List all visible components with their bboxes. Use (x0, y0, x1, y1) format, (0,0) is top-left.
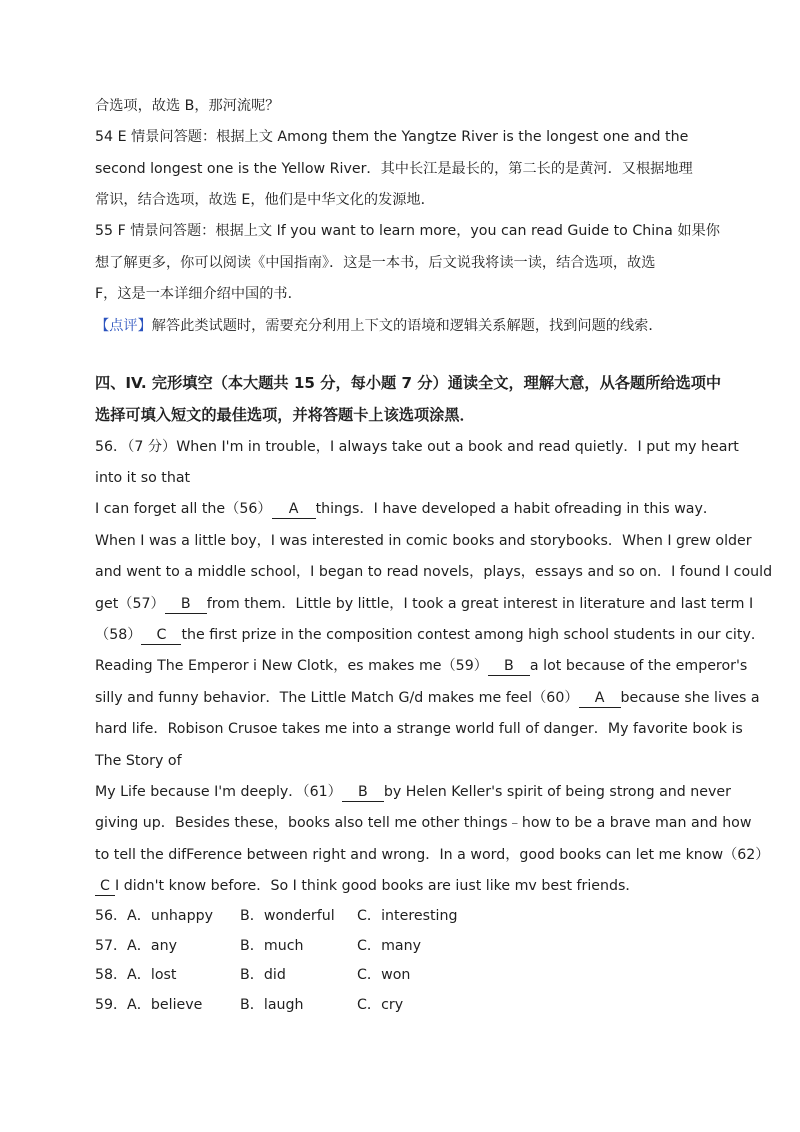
analysis-line: second longest one is the Yellow River．其中长江是最长的，第二长的是黄河．又根据地理 (95, 161, 693, 177)
answer-blank-61: B (342, 784, 384, 802)
passage-line: to tell the difFerence between right and wrong．In a word，good books can let me know（62） (95, 847, 770, 863)
analysis-line: 54 E 情景问答题：根据上文 Among them the Yangtze River is the longest one and the (95, 129, 689, 145)
passage-text: things．I have developed a habit ofreading in this way． (315, 501, 718, 517)
passage-line: into it so that (95, 470, 191, 486)
option-c: C．interesting (357, 908, 458, 924)
option-b: B．laugh (240, 997, 304, 1013)
passage-line: When I was a little boy，I was interested in comic books and storybooks．When I grew older (95, 533, 752, 549)
option-a: A．lost (127, 967, 177, 983)
passage-text: Reading The Emperor i New Clotk，es makes me（59） (95, 658, 488, 674)
comment-line (95, 316, 715, 336)
passage-line (95, 594, 754, 614)
passage-line (95, 625, 766, 645)
passage-text: the first prize in the composition contest among high school students in our city． (181, 627, 766, 643)
answer-blank-62: C (95, 878, 115, 896)
passage-text: because she lives a (620, 690, 760, 706)
passage-line: The Story of (95, 753, 182, 769)
analysis-line: 合选项，故选 B，那河流呢？ (95, 98, 280, 114)
answer-blank-56: A (272, 501, 316, 519)
answer-blank-58: C (141, 627, 181, 645)
option-b: B．wonderful (240, 908, 335, 924)
option-a: A．believe (127, 997, 203, 1013)
passage-line (95, 782, 731, 802)
option-c: C．cry (357, 997, 404, 1013)
passage-text: My Life because I'm deeply．（61） (95, 784, 342, 800)
passage-text: a lot because of the emperor's (529, 658, 748, 674)
passage-text: silly and funny behavior．The Little Match G/d makes me feel（60） (95, 690, 579, 706)
analysis-line: 常识，结合选项，故选 E，他们是中华文化的发源地． (95, 192, 435, 208)
analysis-line: 想了解更多，你可以阅读《中国指南》．这是一本书，后文说我将读一读，结合选项，故选 (95, 255, 656, 271)
passage-text: I can forget all the（56） (95, 501, 272, 517)
passage-text: from them．Little by little，I took a great interest in literature and last term I (206, 596, 754, 612)
analysis-line: F，这是一本详细介绍中国的书． (95, 286, 302, 302)
passage-line: and went to a middle school，I began to read novels，plays，essays and so on．I found I could (95, 564, 773, 580)
comment-text: 解答此类试题时，需要充分利用上下文的语境和逻辑关系解题，找到问题的线索． (151, 318, 663, 334)
section-title: 四、IV. 完形填空（本大题共 15 分，每小题 7 分）通读全文，理解大意，从各题所给选项中 (95, 374, 722, 392)
section-title: 选择可填入短文的最佳选项，并将答题卡上该选项涂黑． (95, 406, 475, 424)
passage-line: hard life．Robison Crusoe takes me into a strange world full of danger．My favorite book is (95, 721, 743, 737)
passage-line (95, 499, 718, 519)
passage-line: 56．（7 分）When I'm in trouble，I always take out a book and read quietly．I put my heart (95, 439, 739, 455)
option-c: C．won (357, 967, 411, 983)
passage-line (95, 876, 715, 896)
passage-text: get（57） (95, 596, 165, 612)
passage-line (95, 656, 748, 676)
passage-text: I didn't know before．So I think good books are iust like mv best friends． (115, 878, 640, 894)
comment-tag: 【点评】 (95, 318, 152, 334)
analysis-line: 55 F 情景问答题：根据上文 If you want to learn more，you can read Guide to China 如果你 (95, 223, 720, 239)
answer-blank-60: A (579, 690, 621, 708)
passage-line: giving up．Besides these，books also tell me other things﹣how to be a brave man and how (95, 815, 752, 831)
passage-line (95, 688, 760, 708)
option-number: 56． (95, 908, 128, 924)
option-b: B．did (240, 967, 286, 983)
passage-text: （58） (95, 627, 142, 643)
option-number: 57． (95, 938, 128, 954)
option-b: B．much (240, 938, 304, 954)
answer-blank-57: B (165, 596, 207, 614)
passage-text: by Helen Keller's spirit of being strong and never (383, 784, 731, 800)
option-c: C．many (357, 938, 421, 954)
option-number: 58． (95, 967, 128, 983)
option-number: 59． (95, 997, 128, 1013)
answer-blank-59: B (488, 658, 530, 676)
option-a: A．any (127, 938, 177, 954)
option-a: A．unhappy (127, 908, 213, 924)
